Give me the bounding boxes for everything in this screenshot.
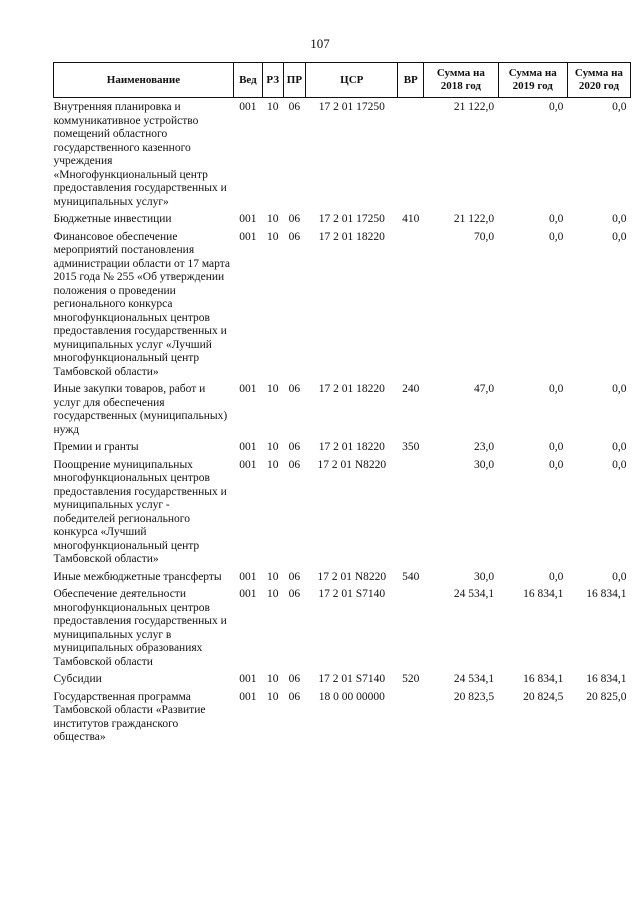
header-rz: РЗ — [262, 63, 283, 98]
row-pr: 06 — [288, 383, 301, 395]
header-sum-2020: Сумма на 2020 год — [567, 63, 630, 98]
row-name: Иные закупки товаров, работ и услуг для обеспечения государственных (муниципальных) нужд — [53, 383, 228, 436]
row-ved: 001 — [239, 570, 257, 583]
row-pr: 06 — [288, 458, 301, 471]
row-rz: 10 — [266, 213, 279, 225]
row-csr: 17 2 01 N8220 — [317, 570, 387, 583]
row-sum-2019: 0,0 — [548, 101, 564, 113]
row-sum-2020: 16 834,1 — [586, 588, 627, 600]
row-csr: 17 2 01 17250 — [318, 213, 385, 225]
row-vr — [398, 228, 424, 381]
table-row — [54, 670, 631, 688]
table-row — [54, 98, 631, 211]
row-sum-2019: 0,0 — [548, 570, 564, 583]
row-csr: 17 2 01 18220 — [318, 230, 385, 243]
table-row — [54, 380, 631, 438]
row-pr: 06 — [288, 230, 301, 243]
row-sum-2018: 20 823,5 — [453, 690, 495, 703]
row-sum-2019: 0,0 — [548, 458, 564, 471]
row-vr — [398, 585, 424, 670]
row-rz: 10 — [266, 383, 279, 395]
row-sum-2019: 16 834,1 — [523, 588, 564, 600]
table-header — [54, 63, 631, 98]
table-row — [54, 568, 631, 586]
row-name: Иные межбюджетные трансферты — [53, 570, 222, 583]
row-ved: 001 — [239, 673, 257, 685]
row-rz: 10 — [266, 588, 279, 600]
row-pr: 06 — [288, 213, 301, 225]
table-row — [54, 438, 631, 456]
row-rz: 10 — [266, 441, 279, 453]
header-name: Наименование — [54, 63, 234, 98]
row-pr: 06 — [288, 101, 301, 113]
row-pr: 06 — [288, 441, 301, 453]
row-sum-2019: 0,0 — [548, 213, 564, 225]
row-pr: 06 — [288, 588, 301, 600]
row-csr: 17 2 01 N8220 — [317, 458, 387, 471]
row-rz: 10 — [266, 101, 279, 113]
row-ved: 001 — [239, 588, 257, 600]
row-ved: 001 — [239, 213, 257, 225]
row-sum-2018: 47,0 — [473, 383, 495, 395]
row-rz: 10 — [266, 673, 279, 685]
row-sum-2020: 0,0 — [612, 458, 627, 471]
row-ved: 001 — [239, 441, 257, 453]
row-pr: 06 — [288, 690, 301, 703]
row-vr — [398, 688, 424, 746]
row-sum-2018: 23,0 — [473, 441, 495, 453]
row-pr: 06 — [288, 673, 301, 685]
header-sum-2018: Сумма на 2018 год — [424, 63, 498, 98]
row-name: Внутренняя планировка и коммуникативное устройство помещений областного государственного казенного учреждения «Многофункциональный центр предоставления государственных и муниципальных услуг» — [53, 101, 227, 208]
header-csr: ЦСР — [306, 63, 398, 98]
row-csr: 17 2 01 17250 — [318, 101, 385, 113]
row-ved: 001 — [239, 230, 257, 243]
header-vr: ВР — [398, 63, 424, 98]
row-sum-2020: 0,0 — [612, 230, 627, 243]
row-vr: 520 — [402, 673, 420, 685]
row-sum-2018: 70,0 — [473, 230, 495, 243]
row-name: Обеспечение деятельности многофункциональных центров предоставления государственных и муниципальных услуг в муниципальных образованиях Тамбовской области — [53, 588, 227, 668]
table-row — [54, 210, 631, 228]
row-sum-2019: 0,0 — [548, 230, 564, 243]
row-rz: 10 — [266, 230, 279, 243]
row-vr — [398, 98, 424, 211]
row-ved: 001 — [239, 383, 257, 395]
row-sum-2019: 0,0 — [548, 383, 564, 395]
row-csr: 17 2 01 S7140 — [318, 673, 386, 685]
row-sum-2019: 16 834,1 — [523, 673, 564, 685]
row-sum-2019: 0,0 — [548, 441, 564, 453]
row-name: Поощрение муниципальных многофункциональных центров предоставления государственных и муниципальных услуг - победителей регионального конкурса «Лучший многофункциональный центр Тамбовской области» — [53, 458, 227, 565]
row-sum-2018: 30,0 — [473, 458, 495, 471]
row-rz: 10 — [266, 458, 279, 471]
table-row — [54, 585, 631, 670]
row-csr: 18 0 00 00000 — [318, 690, 385, 703]
row-csr: 17 2 01 18220 — [318, 441, 385, 453]
row-vr: 410 — [402, 213, 420, 225]
header-sum-2019: Сумма на 2019 год — [498, 63, 567, 98]
row-name: Премии и гранты — [53, 441, 139, 453]
row-sum-2020: 0,0 — [612, 570, 627, 583]
row-sum-2019: 20 824,5 — [523, 690, 564, 703]
row-sum-2020: 0,0 — [612, 441, 627, 453]
row-sum-2018: 21 122,0 — [453, 213, 495, 225]
row-sum-2018: 30,0 — [473, 570, 495, 583]
row-ved: 001 — [239, 458, 257, 471]
row-ved: 001 — [239, 101, 257, 113]
row-csr: 17 2 01 18220 — [318, 383, 385, 395]
row-sum-2018: 21 122,0 — [453, 101, 495, 113]
header-ved: Вед — [233, 63, 262, 98]
header-pr: ПР — [283, 63, 306, 98]
row-name: Субсидии — [53, 673, 102, 685]
row-pr: 06 — [288, 570, 301, 583]
table-row — [54, 456, 631, 568]
row-name: Бюджетные инвестиции — [53, 213, 172, 225]
row-sum-2020: 0,0 — [612, 383, 627, 395]
row-sum-2018: 24 534,1 — [453, 673, 495, 685]
row-sum-2020: 0,0 — [612, 101, 627, 113]
budget-table — [53, 62, 631, 746]
row-vr: 240 — [402, 383, 420, 395]
row-sum-2020: 20 825,0 — [586, 690, 627, 703]
page-number: 107 — [310, 36, 330, 51]
row-name: Финансовое обеспечение мероприятий постановления администрации области от 17 марта 2015 года № 255 «Об утверждении положения о проведении регионального конкурса многофункциональных центров предоставления государственных и муниципальных услуг «Лучший многофункциональный центр Тамбовской области» — [53, 230, 231, 378]
row-sum-2020: 16 834,1 — [586, 673, 627, 685]
table-row — [54, 228, 631, 381]
row-sum-2018: 24 534,1 — [453, 588, 495, 600]
row-ved: 001 — [239, 690, 257, 703]
row-csr: 17 2 01 S7140 — [318, 588, 386, 600]
row-rz: 10 — [266, 690, 279, 703]
row-vr: 350 — [402, 441, 420, 453]
table-body — [54, 98, 631, 746]
row-vr — [398, 456, 424, 568]
row-rz: 10 — [266, 570, 279, 583]
table-row — [54, 688, 631, 746]
row-name: Государственная программа Тамбовской области «Развитие институтов гражданского общества» — [53, 690, 206, 743]
row-sum-2020: 0,0 — [612, 213, 627, 225]
row-vr: 540 — [402, 570, 420, 583]
